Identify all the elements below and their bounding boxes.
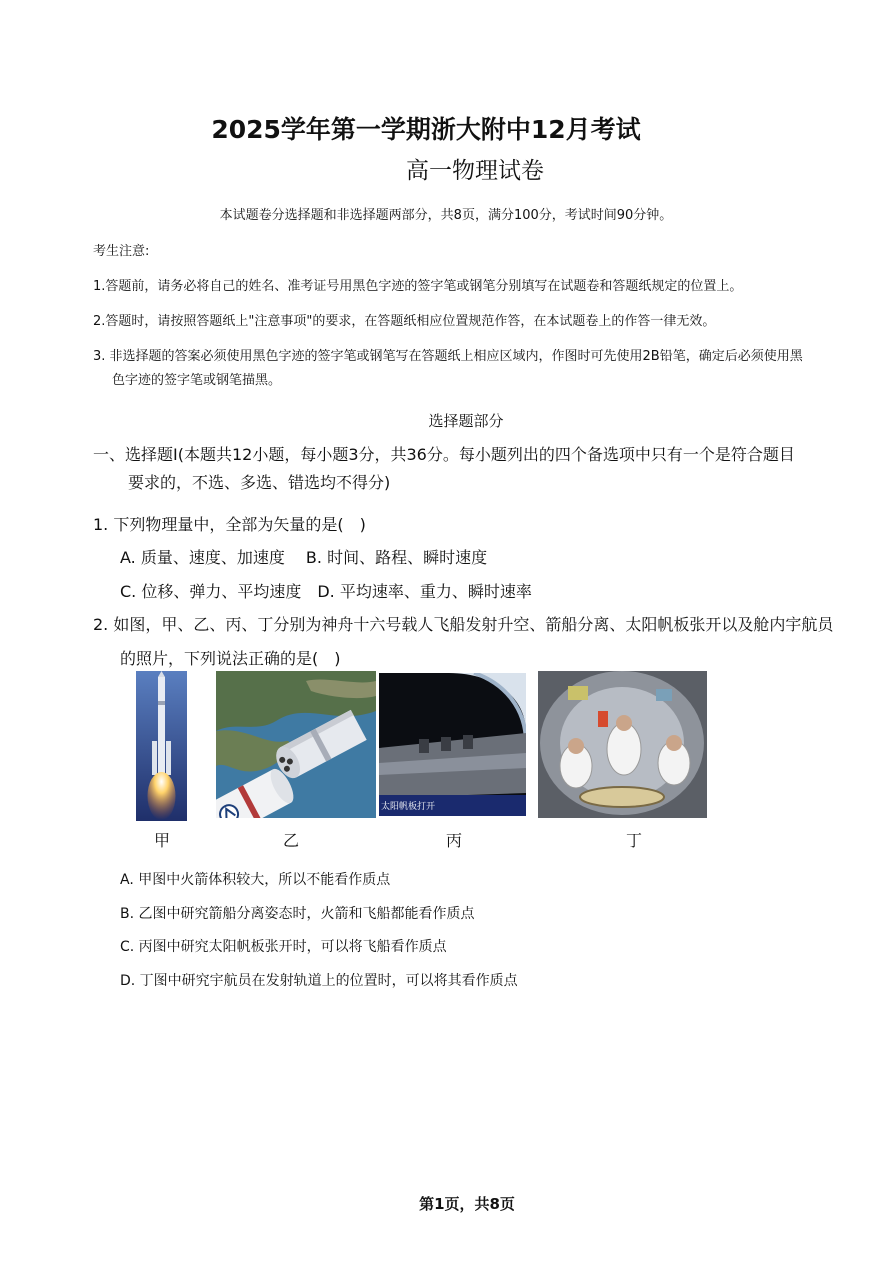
question-2-option-d: D. 丁图中研究宇航员在发射轨道上的位置时，可以将其看作质点 [120, 973, 518, 989]
question-2-option-c: C. 丙图中研究太阳帆板张开时，可以将飞船看作质点 [120, 939, 447, 955]
notice-item-1: 1.答题前，请务必将自己的姓名、准考证号用黑色字迹的签字笔或钢笔分别填写在试题卷和答题纸规定的位置上。 [93, 279, 743, 294]
figure-caption-bing: 丙 [446, 831, 463, 850]
question-2-option-a: A. 甲图中火箭体积较大，所以不能看作质点 [120, 872, 391, 888]
exam-subtitle: 高一物理试卷 [406, 158, 544, 184]
exam-intro: 本试题卷分选择题和非选择题两部分，共8页，满分100分，考试时间90分钟。 [219, 208, 673, 223]
figure-rocket-launch [136, 671, 187, 821]
figure-astronauts [538, 671, 707, 818]
question-2-option-b: B. 乙图中研究箭船分离姿态时，火箭和飞船都能看作质点 [120, 906, 475, 922]
question-1-options-cd: C. 位移、弹力、平均速度 D. 平均速率、重力、瞬时速率 [120, 582, 532, 601]
figure-separation [216, 671, 376, 818]
section-instruction-cont: 要求的，不选、多选、错选均不得分) [128, 473, 391, 492]
section-title: 选择题部分 [428, 412, 504, 430]
solar-panel-banner: 太阳帆板打开 [381, 802, 436, 812]
figure-caption-yi: 乙 [283, 831, 300, 850]
exam-title: 2025学年第一学期浙大附中12月考试 [211, 115, 641, 144]
notice-item-2: 2.答题时，请按照答题纸上"注意事项"的要求，在答题纸相应位置规范作答，在本试题卷上的作答一律无效。 [93, 314, 716, 329]
question-1-stem: 1. 下列物理量中，全部为矢量的是( ) [93, 515, 366, 534]
question-2-stem: 2. 如图，甲、乙、丙、丁分别为神舟十六号载人飞船发射升空、箭船分离、太阳帆板张开以及舱内宇航员 [93, 615, 834, 634]
figure-caption-ding: 丁 [626, 831, 643, 850]
section-instruction: 一、选择题I(本题共12小题，每小题3分，共36分。每小题列出的四个备选项中只有一个是符合题目 [93, 445, 795, 464]
figure-solar-panel [379, 673, 526, 816]
question-2-stem-cont: 的照片，下列说法正确的是( ) [120, 649, 341, 668]
question-2-figures [0, 671, 892, 821]
page-footer: 第1页，共8页 [419, 1195, 515, 1213]
notice-item-3-cont: 色字迹的签字笔或钢笔描黑。 [112, 373, 282, 388]
notice-item-3: 3. 非选择题的答案必须使用黑色字迹的签字笔或钢笔写在答题纸上相应区域内，作图时可先使用2B铅笔，确定后必须使用黑 [93, 349, 803, 364]
question-1-options-ab: A. 质量、速度、加速度 B. 时间、路程、瞬时速度 [120, 548, 488, 567]
notice-heading: 考生注意: [93, 244, 150, 259]
figure-caption-jia: 甲 [154, 831, 171, 850]
